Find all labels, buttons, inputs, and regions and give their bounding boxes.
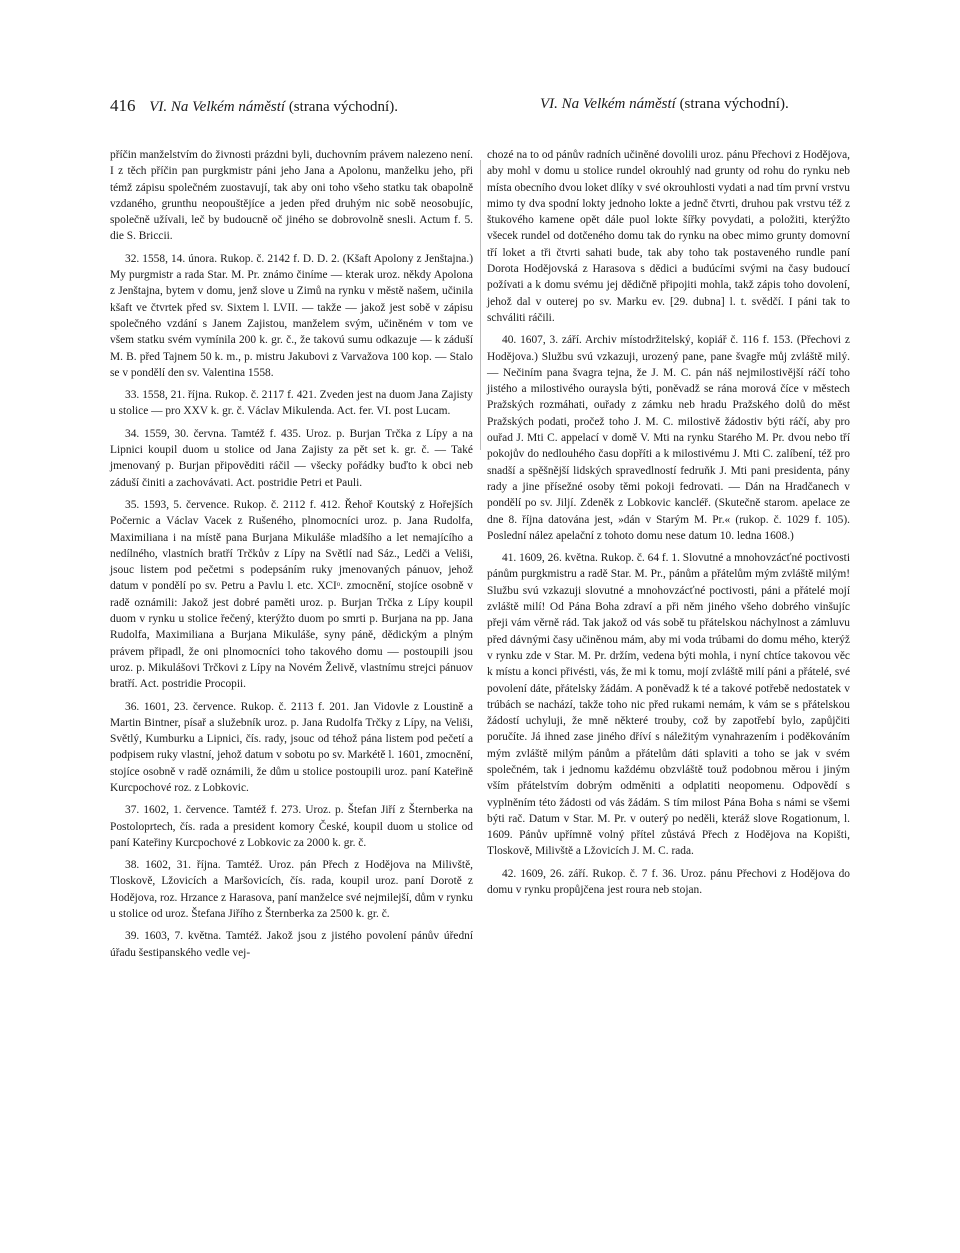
- paragraph-continued: příčin manželstvím do živnosti prázdni byli, duchovním právem nalezeno není. I z těch příčin pan purgkmistr páni jeho Jana a Apolonu, manželku jeho, při témž zápisu společném zuostavují, tak aby oni toho všeho statku tak obapolně vzdaného, grunthu neopouštějíce a jeden před druhým nic sobě neosobujíc, společně užívali, leč by budoucně oč jiného se dobrovolně snesli. Actum f. 5. die S. Briccii.: [110, 149, 473, 243]
- entry-35: 35. 1593, 5. července. Rukop. č. 2112 f. 412. Řehoř Koutský z Hořejších Počernic a Václav Vacek z Rušeného, plnomocníci uroz. p. Jana Rudolfa, Maximiliana i na místě pana Burjana Mikuláše mladšího a let nemajícího a nedílného, vlastních bratří Trčkův z Lípy na Světlí nad Sáz., Ledči a Veliši, jsouc listem pod pečetmi s podepsáním ruky jmenovaných pánuov, jehož datum v pondělí po sv. Petru a Pavlu l. etc. XCIᵒ. zmocnění, stojíce osobně v radě oznámili: Jakož jest dobré paměti uroz. p. Burjan Trčka z Lípy koupil duom v rynku u stolice řečený, kterýžto duom po smrti p. Burjana na pp. Jana Rudolfa, Maximiliana a Burjana Mikuláše, syny páně, dědickým a plným právem připadl, že oni plnomocníci toho takového domu — postoupili jsou uroz. p. Mikulášovi Trčkovi z Lípy na Novém Želivě, vlastnímu strejci pánuov bratří. Act. postridie Procopii.: [110, 498, 473, 691]
- running-title-plain-left: (strana východní).: [288, 99, 398, 115]
- column-divider: [480, 160, 481, 450]
- entry-33: 33. 1558, 21. října. Rukop. č. 2117 f. 421. Zveden jest na duom Jana Zajisty u stolice — pro XXV k. gr. č. Václav Mikulenda. Act. fer. VI. post Lucam.: [110, 389, 473, 418]
- entry-38: 38. 1602, 31. října. Tamtéž. Uroz. pán Přech z Hodějova na Milivště, Tloskově, Lžovicích a Maršovicích, čís. rada, koupil uroz. paní Dorotě z Hodějova, roz. Hrzance z Harasova, paní manželce své nejmilejší, dům v rynku u stolice od uroz. Štefana Jiřího z Šternberka za 2500 k. gr. č.: [110, 859, 473, 921]
- entry-41: 41. 1609, 26. května. Rukop. č. 64 f. 1. Slovutné a mnohovzácťné poctivosti pánům purgkmistru a radě Star. M. Pr., pánům a přátelům mým zvláště milým! Službu svú vzkazuji slovutné a mnohovzácťné poctivosti, páni a přátelé mojí zvláště milí! Od Pána Boha zdraví a při něm jiného všeho dobrého vinšujíc přeji vám věrně rád. Tak jakož od vás sobě tu přátelskou náchylnost a zámluvu před dávnými časy učiněnou mám, aby mi voda trúbami do domu mého, kterýž v rynku zde v Star. M. Pr. držím, vedena býti mohla, i nyní chtíce takovou věc k místu a konci přivésti, vás, že mi k tomu, mojí zvláště milí páni a přátelé, své povolení dáte, přátelsky žádám. A poněvadž k té a takové potřebě nedostatek v trúbách se nachází, takže toho nic před rukami nemám, k vám se s přátelskou žádostí uchyluji, že mně některé trouby, což by zapotřebí bylo, zapůjčiti poručíte. Já ihned zase jiného dříví s náležitým vynahrazením i poděkováním mým zvláště milým pánům a přátelům dáti splaviti a toho se jak v svém společném, tak i jednomu každému obzvláště touž podobnou měrou i jiným vším přátelstvím dobrým odměniti a odplatiti neopomenu. Odpovědí s vyplněním této žádosti od vás žádám. S tím milost Pána Boha s námi se všemi býti rač. Datum v Star. M. Pr. v outerý po neděli, kteráž slove Rogationum, l. 1609. Pánův upřímně volný přítel zůstává Přech z Hodějova na Kopišti, Tloskově, Milivště a Lžovicích J. M. C. rada.: [487, 552, 850, 858]
- page-header-left: [110, 96, 398, 120]
- entry-42: 42. 1609, 26. září. Rukop. č. 7 f. 36. Uroz. pánu Přechovi z Hodějova do domu v rynku propůjčena jest roura neb stojan.: [487, 867, 850, 897]
- page-number: 416: [110, 96, 136, 115]
- entry-40: 40. 1607, 3. září. Archiv místodržitelský, kopiář č. 116 f. 153. (Přechovi z Hodějova.) Službu svú vzkazuji, urozený pane, pane švagře můj zvláště milý. — Nečiním pana švagra tejna, že J. M. C. pán náš nejmilostivější ráčí toho jistého a milostivého ouraysla býti, poněvadž se rána morová číce v městech Pražských rozmáhati, ouřady z zámku neb hradu Pražského dolů do měst Pražských podati, pročež toho J. M. C. milostivě žádostiv býti ráčí, aby pro ouřad J. Mti C. appelací v domě V. Mti na rynku Starého M. Pr. dvou nebo tří pokojův do nedlouhého času dopříti a k milostivému J. Mti C. zalíbení, též pro snadší a spěšnější lidských spravedlností fedruňk J. Mti pani presidenta, pány rady a jine přísežné osoby těmi pokoji fedrovati. — Dán na Hradčanech v pondělí po sv. Jiljí. Zdeněk z Lobkovic kancléř. (Skutečně starom. apelace ze dne 8. října datována jest, »dán v Starým M. Pr.« (rukop. č. 1029 f. 105). Poslední nález apelační z tohoto domu nese datum 10. ledna 1608.): [487, 334, 850, 542]
- running-title-italic-left: VI. Na Velkém náměstí: [149, 99, 286, 115]
- entry-34: 34. 1559, 30. června. Tamtéž f. 435. Uroz. p. Burjan Trčka z Lípy a na Lipnici koupil duom u stolice od Jana Zajisty za pět set k. gr. č. — Také jmenovaný p. Burjan připověditi ráčil — všecky pořádky buďto k obci neb záduší činiti a zachovávati. Act. postridie Petri et Pauli.: [110, 427, 473, 489]
- right-text-column: [487, 147, 850, 904]
- left-text-column: [110, 147, 473, 967]
- running-title-plain-right: (strana východní).: [679, 96, 789, 112]
- entry-36: 36. 1601, 23. července. Rukop. č. 2113 f. 201. Jan Vidovle z Loustině a Martin Bintner, písař a služebník uroz. p. Jana Rudolfa Trčky z Lípy, na Veliši, Světlý, Kumburku a Lipnici, čís. rady, jsouc od téhož pána listem pod pečetí a podpisem ruky vlastní, jehož datum v sobotu po sv. Markétě l. 1601, zmocnění, stojíce osobně v radě oznámili, že dům u stolice postoupili uroz. paní Kateřině Kurcpochové roz. z Lobkovic.: [110, 700, 473, 794]
- entry-37: 37. 1602, 1. července. Tamtéž f. 273. Uroz. p. Štefan Jiří z Šternberka na Postoloprtech, čís. rada a president komory České, koupil duom u stolice od paní Kateřiny Kurcpochové z Lobkovic za 2000 k. gr. č.: [110, 804, 473, 849]
- entry-39: 39. 1603, 7. května. Tamtéž. Jakož jsou z jistého povolení pánův úřední úřadu šestipanského vedle vej-: [110, 930, 473, 959]
- entry-32: 32. 1558, 14. února. Rukop. č. 2142 f. D. D. 2. (Kšaft Apolony z Jenštajna.) My purgmistr a rada Star. M. Pr. známo činíme — kterak uroz. někdy Apolona z Jenštajna, bytem v domu, jenž slove u Zimů na rynku v městě našem, učinila kšaft ve čtvrtek před sv. Sixtem l. LVII. — takže — jakož jest sobě v zápisu společného vzdání s Janem Zajistou, manželem svým, učiněném v tom ve všem statku svém vymínila 200 k. gr. č., že takovú sumu odkazuje — k záduší M. B. před Tajnem 50 k. m., p. mistru Jakubovi z Varvažova 100 kop. — Stalo se v pondělí den sv. Valentina 1558.: [110, 252, 473, 379]
- running-title-italic-right: VI. Na Velkém náměstí: [540, 96, 676, 112]
- paragraph-continued-right: chozé na to od pánův radních učiněné dovolili uroz. pánu Přechovi z Hodějova, aby mohl v domu u stolice rundel okrouhlý nad grunty od rohu do rynku neb místa obecního dvou loket dlíky v své okrouhlosti vydati a nad tím první vrstvu mimo ty dva spodní lokty jednoho lokte a jednč čtvrti, druhou pak vrstvu též z štukového kamene opět dále puol lokte šířky povydati, a položiti, kterýžto všecek rundel od dotčeného domu tak do rynku na obec mimo grunty domovní tří loket a tři čtvrti sahati bude, tak aby toho tak postaveného rundle paní Dorota Hodějovská z Harasova s dědici a budúcími svými na časy budoucí požívati a k domu svému jej dědičně připojiti mohla, takž zápis toho dovolení, jehož dal v outerej po sv. Marku ev. [29. dubna] l. t. svědčí. I páni tak to schváliti ráčili.: [487, 149, 850, 324]
- page-header-right: [540, 96, 789, 120]
